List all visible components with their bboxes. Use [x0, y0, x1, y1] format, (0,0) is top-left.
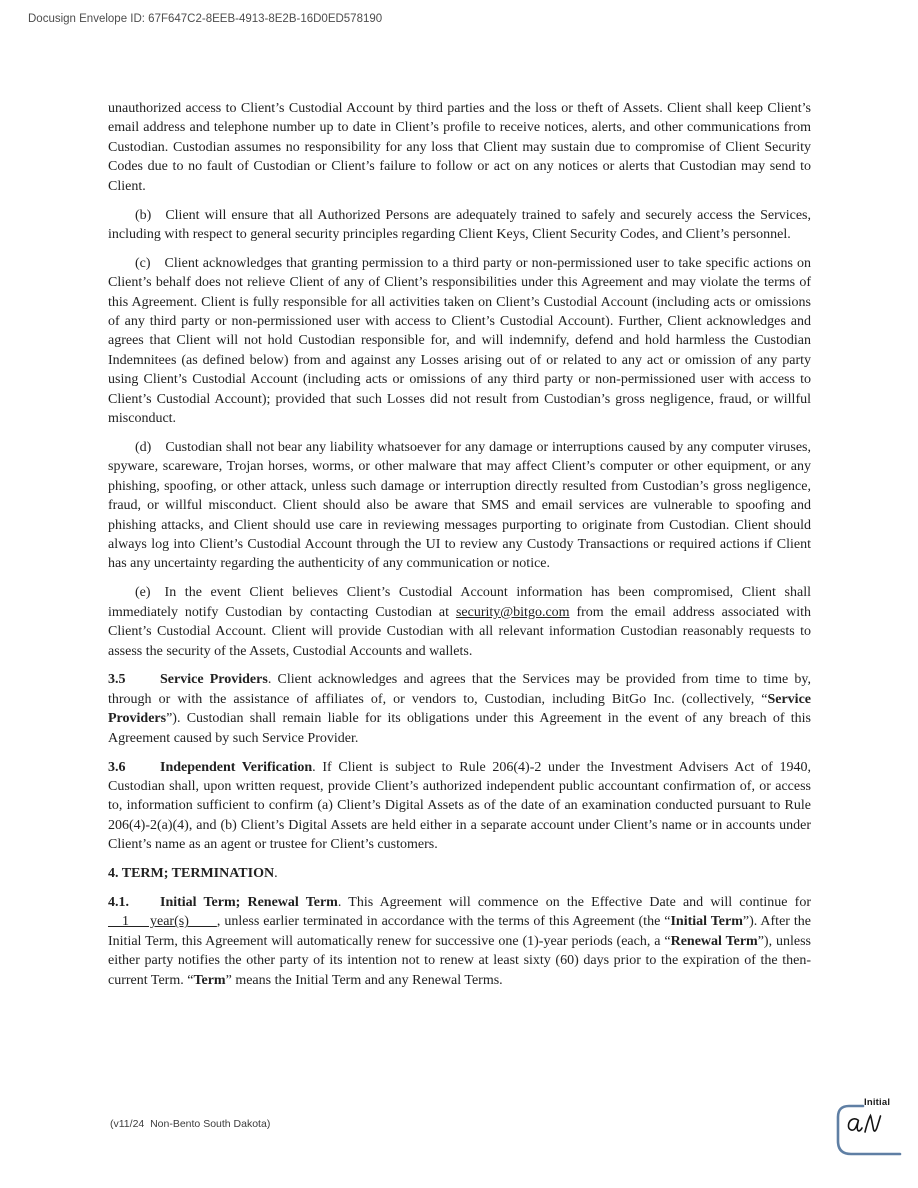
initial-label: Initial [864, 1097, 891, 1108]
email-link[interactable]: security@bitgo.com [455, 604, 570, 620]
paragraph-9 [108, 893, 811, 990]
bold-text: Independent Verification [160, 759, 313, 775]
text-run: (d) Custodian shall not bear any liability whatsoever for any damage or interruptions caused by any computer viruses, spyware, scareware, Trojan horses, worms, or other malware that may affect Client’s computer or other equipment, or any phishing, spoofing, or other attack, unless such damage or interruption directly resulted from Custodian’s gross negligence, fraud, or willful misconduct. Client should also be aware that SMS and email services are vulnerable to spoofing and phishing attacks, and Client should use care in reviewing messages purporting to originate from Custodian. Client should always log into Client’s Custodial Account through the UI to review any Custody Transactions or required actions if Client has any uncertainty regarding the authenticity of any communication or notice. [108, 440, 811, 572]
fill-in-blank: 1 year(s) [108, 914, 217, 930]
text-run: (e) In the event Client believes Client’s Custodial Account information has been compromised, Client shall immediately notify Custodian by contacting Custodian at [108, 585, 811, 620]
bold-text: Renewal Term [670, 933, 758, 949]
text-run: ”), unless either party notifies the other party of its intention not to renew at least sixty (60) days prior to the expiration of the then-current Term. “ [108, 933, 811, 988]
bold-text: Service Providers [108, 691, 811, 727]
text-run: . If Client is subject to Rule 206(4)-2 under the Investment Advisers Act of 1940, Custodian shall, upon written request, provide Client’s authorized independent public accountant confirmation of, or access to, information sufficient to confirm (a) Client’s Digital Assets as of the date of an examination conducted pursuant to Rule 206(4)-2(a)(4), and (b) Client’s Digital Assets are held either in a separate account under Client’s name or in accounts under Client’s name as an agent or trustee for Client’s customers. [108, 759, 811, 853]
section-number: 3.5 [108, 672, 126, 688]
section-number: 3.6 [108, 759, 126, 775]
text-run: ”). Custodian shall remain liable for its obligations under this Agreement in the event of any breach of this Agreement caused by such Service Provider. [108, 711, 811, 746]
docusign-envelope-id: Docusign Envelope ID: 67F647C2-8EEB-4913-8E2B-16D0ED578190 [28, 13, 383, 25]
paragraph-7 [108, 758, 811, 855]
text-run: . [274, 866, 278, 882]
text-run: ” means the Initial Term and any Renewal Terms. [225, 972, 503, 988]
text-run: from the email address associated with Client’s Custodial Account. Client will provide Custodian with all relevant information Custodian reasonably requests to assess the security of the Assets, Custodial Accounts and wallets. [108, 604, 811, 659]
paragraph-5 [108, 583, 811, 661]
footer-version-label: (v11/24 Non-Bento South Dakota) [110, 1118, 271, 1130]
paragraph-1 [108, 99, 811, 196]
handwritten-initials-icon [845, 1108, 883, 1144]
paragraph-3 [108, 254, 811, 429]
text-run: (c) Client acknowledges that granting permission to a third party or non-permissioned user to take specific actions on Client’s behalf does not relieve Client of any of Client’s responsibilities under this Agreement and may violate the terms of this Agreement. Client is fully responsible for all activities taken on Client’s Custodial Account (including acts or omissions of any third party or non-permissioned user with access to Client’s Custodial Account). Further, Client acknowledges and agrees that Client will not hold Custodian responsible for, and will indemnify, defend and hold harmless the Custodian Indemnitees (as defined below) from and against any Losses arising out of or related to any act or omission of any party using Client’s Custodial Account (including acts or omissions of any third party or non-permissioned user with access to Client’s Custodial Account); provided that such Losses did not result from Custodian’s gross negligence, fraud, or willful misconduct. [108, 255, 811, 427]
paragraph-6 [108, 670, 811, 748]
paragraph-4 [108, 438, 811, 574]
initial-tab[interactable] [836, 1094, 918, 1158]
paragraph-8 [108, 864, 811, 883]
bold-text: Initial Term [670, 914, 743, 930]
text-run: , unless earlier terminated in accordance with the terms of this Agreement (the “ [216, 914, 671, 930]
text-run: . Client acknowledges and agrees that the Services may be provided from time to time by, through or with the assistance of affiliates of, or vendors to, Custodian, including BitGo Inc. (collectively, “ [108, 672, 811, 707]
text-run: ”). After the Initial Term, this Agreement will automatically renew for successive one (1)-year periods (each, a “ [108, 914, 811, 949]
bold-text: Term [193, 972, 226, 988]
text-run: . This Agreement will commence on the Effective Date and will continue for [337, 895, 811, 911]
bold-text: Initial Term; Renewal Term [160, 895, 338, 911]
bold-text: Service Providers [160, 672, 268, 688]
text-run: unauthorized access to Client’s Custodial Account by third parties and the loss or theft of Assets. Client shall keep Client’s email address and telephone number up to date in Client’s profile to receive notices, alerts, and other communications from Custodian. Custodian assumes no responsibility for any loss that Client may sustain due to compromise of Client Security Codes due to no fault of Custodian or Client’s failure to follow or act on any notices or alerts that Custodian may send to Client. [108, 101, 811, 194]
text-run: (b) Client will ensure that all Authorized Persons are adequately trained to safely and securely access the Services, including with respect to general security principles regarding Client Keys, Client Security Codes, and Client’s personnel. [108, 207, 811, 242]
paragraph-2 [108, 206, 811, 245]
section-number: 4.1. [108, 895, 129, 911]
document-body [108, 99, 811, 1000]
bold-text: 4. TERM; TERMINATION [108, 866, 275, 882]
